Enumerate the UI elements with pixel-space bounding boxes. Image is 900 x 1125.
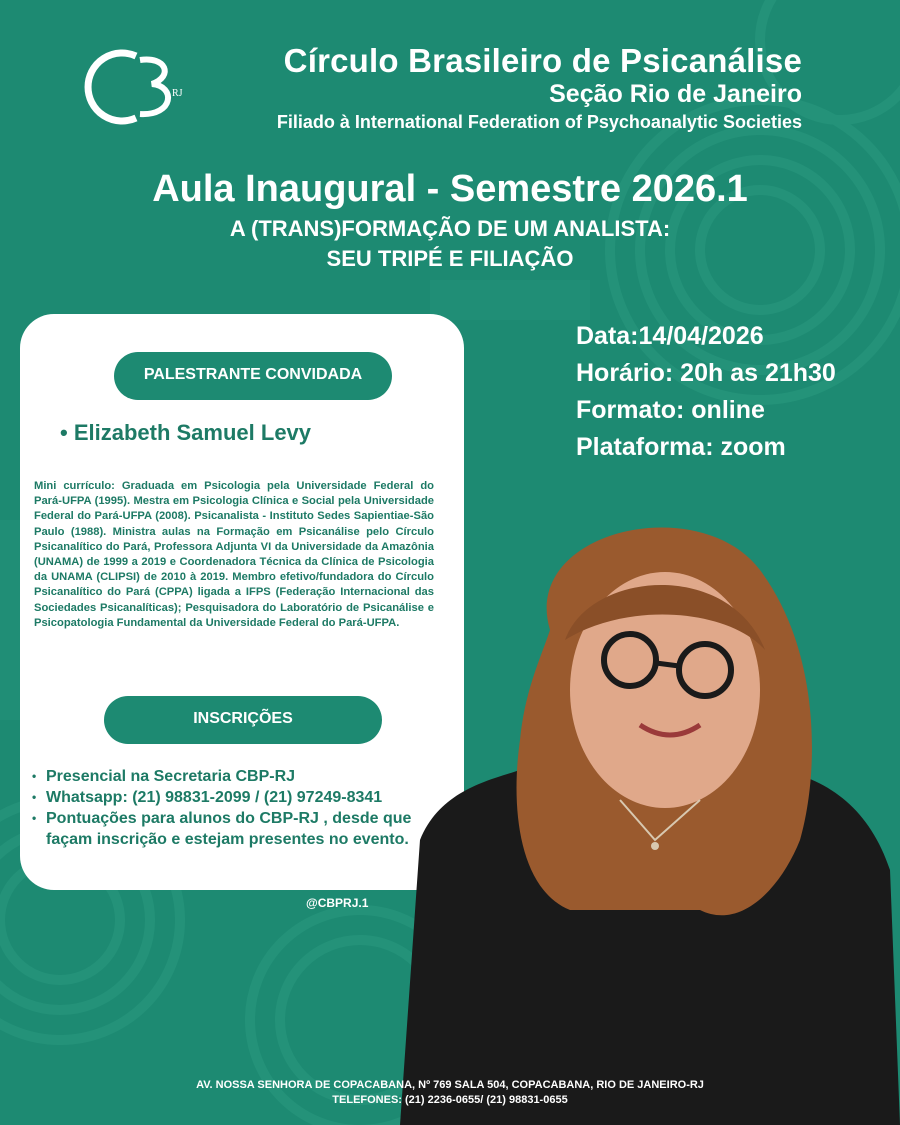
registration-item: • Whatsapp: (21) 98831-2099 / (21) 97249-8341	[32, 787, 450, 808]
event-format: Formato: online	[576, 396, 765, 424]
footer-address: AV. NOSSA SENHORA DE COPACABANA, Nº 769 SALA 504, COPACABANA, RIO DE JANEIRO-RJ	[196, 1079, 704, 1091]
speaker-bio: Mini currículo: Graduada em Psicologia pela Universidade Federal do Pará-UFPA (1995). Mestra em Psicologia Clínica e Social pela Universidade Federal do Pará-UFPA (2008). Psicanalista - Instituto Sedes Sapientiae-São Paulo (1988). Ministra aulas na Formação em Psicanálise pelo Círculo Psicanalítico do Pará, Professora Adjunta VI da Universidade da Amazônia (UNAMA) de 1999 a 2019 e Coordenadora Técnica da Clínica de Psicologia da UNAMA (CLIPSI) de 2010 à 2019. Membro efetivo/fundadora do Círculo Psicanalítico do Pará (CPPA) ligada a IFPS (Federação Internacional das Sociedades Psicanalíticas); Pesquisadora do Laboratório de Psicanálise e Psicopatologia Fundamental da Universidade Federal do Pará-UFPA.	[34, 480, 434, 629]
event-subtitle-line1: A (TRANS)FORMAÇÃO DE UM ANALISTA:	[229, 216, 671, 241]
logo-text: RJ	[172, 88, 183, 99]
footer-phones: TELEFONES: (21) 2236-0655/ (21) 98831-0655	[332, 1094, 568, 1106]
event-platform: Plataforma: zoom	[576, 433, 786, 461]
registration-pill: INSCRIÇÕES	[104, 696, 382, 744]
event-title: Aula Inaugural - Semestre 2026.1	[152, 168, 748, 210]
event-subtitle	[0, 214, 900, 274]
registration-list	[32, 766, 450, 850]
org-subtitle: Seção Rio de Janeiro	[549, 80, 802, 108]
speaker-name: • Elizabeth Samuel Levy	[60, 420, 312, 445]
event-time: Horário: 20h as 21h30	[576, 359, 836, 387]
footer	[0, 1078, 900, 1108]
event-info	[576, 318, 836, 466]
registration-item: • Presencial na Secretaria CBP-RJ	[32, 766, 450, 787]
header	[277, 42, 802, 134]
affiliation: Filiado à International Federation of Psychoanalytic Societies	[276, 112, 802, 132]
event-date: Data:14/04/2026	[576, 322, 764, 350]
speaker-name-text: Elizabeth Samuel Levy	[73, 420, 312, 445]
event-subtitle-line2: SEU TRIPÉ E FILIAÇÃO	[326, 246, 574, 271]
registration-item: • Pontuações para alunos do CBP-RJ , desde que façam inscrição e estejam presentes no evento.	[32, 808, 450, 850]
social-handle: @CBPRJ.1	[306, 896, 369, 910]
speaker-pill: PALESTRANTE CONVIDADA	[114, 352, 392, 400]
org-title: Círculo Brasileiro de Psicanálise	[283, 42, 802, 79]
cbp-rj-logo	[78, 46, 192, 126]
speaker-photo	[400, 510, 900, 1125]
speaker-card	[20, 314, 464, 890]
